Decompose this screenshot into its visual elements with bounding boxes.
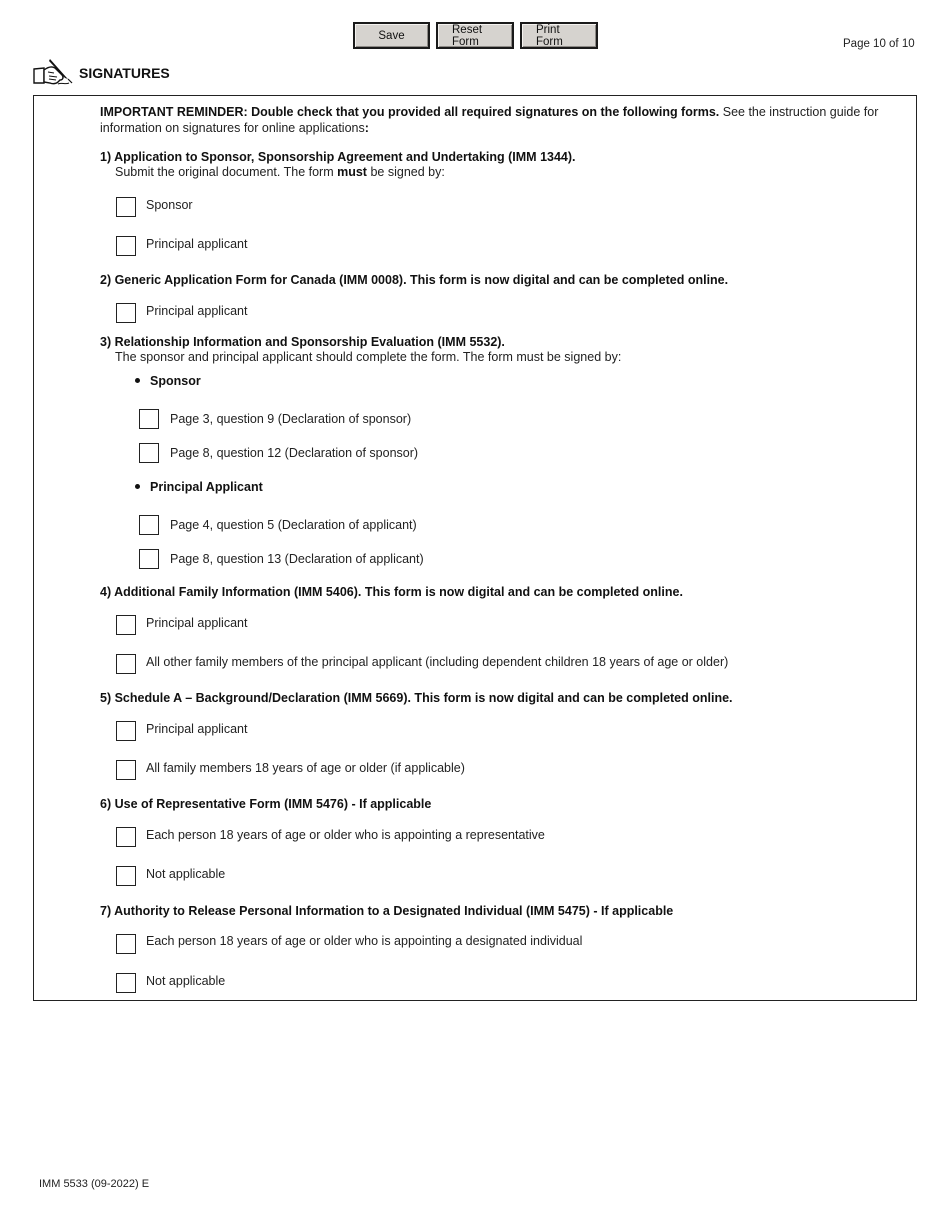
item-3-title: 3) Relationship Information and Sponsorship Evaluation (IMM 5532). xyxy=(100,335,505,349)
item-2-title: 2) Generic Application Form for Canada (IMM 0008). This form is now digital and can be completed online. xyxy=(100,273,729,287)
page8-q12-checkbox[interactable] xyxy=(139,443,159,463)
principal-applicant-checkbox[interactable] xyxy=(116,615,136,635)
item-7-option-label: Not applicable xyxy=(146,974,226,988)
all-family-members-checkbox[interactable] xyxy=(116,760,136,780)
item-3-option-label: Page 8, question 13 (Declaration of applicant) xyxy=(170,552,424,566)
item-6-option-label: Not applicable xyxy=(146,867,226,881)
item-1-note xyxy=(115,165,445,179)
appointing-representative-checkbox[interactable] xyxy=(116,827,136,847)
form-toolbar xyxy=(353,22,598,49)
principal-applicant-group-heading xyxy=(135,480,263,494)
section-header xyxy=(32,55,170,87)
item-5-option-label: All family members 18 years of age or older (if applicable) xyxy=(146,761,465,775)
sponsor-group-heading xyxy=(135,374,201,388)
item-1-note-bold: must xyxy=(337,165,367,179)
item-7-title: 7) Authority to Release Personal Information to a Designated Individual (IMM 5475) - If applicable xyxy=(100,904,674,918)
item-1-title: 1) Application to Sponsor, Sponsorship Agreement and Undertaking (IMM 1344). xyxy=(100,150,576,164)
item-1-option-label: Sponsor xyxy=(146,198,193,212)
section-title: SIGNATURES xyxy=(79,65,170,81)
signatures-checklist-panel xyxy=(33,95,917,1001)
page3-q9-checkbox[interactable] xyxy=(139,409,159,429)
other-family-members-checkbox[interactable] xyxy=(116,654,136,674)
signing-hand-icon xyxy=(32,55,74,87)
item-3-option-label: Page 3, question 9 (Declaration of sponsor) xyxy=(170,412,412,426)
sponsor-checkbox[interactable] xyxy=(116,197,136,217)
item-2-option-label: Principal applicant xyxy=(146,304,248,318)
item-3-note: The sponsor and principal applicant should complete the form. The form must be signed by: xyxy=(115,350,622,364)
principal-applicant-checkbox[interactable] xyxy=(116,721,136,741)
principal-applicant-group-label: Principal Applicant xyxy=(150,480,263,494)
not-applicable-checkbox[interactable] xyxy=(116,973,136,993)
reminder-bold-text: IMPORTANT REMINDER: Double check that you provided all required signatures on the following forms. xyxy=(100,105,720,119)
page4-q5-checkbox[interactable] xyxy=(139,515,159,535)
reset-form-button[interactable]: Reset Form xyxy=(436,22,514,49)
appointing-designated-individual-checkbox[interactable] xyxy=(116,934,136,954)
form-code-footer: IMM 5533 (09-2022) E xyxy=(39,1178,150,1190)
item-1-option-label: Principal applicant xyxy=(146,237,248,251)
principal-applicant-checkbox[interactable] xyxy=(116,303,136,323)
item-5-option-label: Principal applicant xyxy=(146,722,248,736)
reminder-text: See the instruction guide for information on signatures for online applications xyxy=(100,105,879,135)
item-1-note-post: be signed by: xyxy=(366,165,445,179)
bullet-icon xyxy=(135,484,140,489)
item-1-note-pre: Submit the original document. The form xyxy=(115,165,338,179)
sponsor-group-label: Sponsor xyxy=(150,374,201,388)
item-4-option-label: All other family members of the principal applicant (including dependent children 18 years of age or older) xyxy=(146,655,729,669)
reminder-colon: : xyxy=(364,120,369,135)
bullet-icon xyxy=(135,378,140,383)
item-6-option-label: Each person 18 years of age or older who is appointing a representative xyxy=(146,828,545,842)
item-7-option-label: Each person 18 years of age or older who is appointing a designated individual xyxy=(146,934,583,948)
not-applicable-checkbox[interactable] xyxy=(116,866,136,886)
page8-q13-checkbox[interactable] xyxy=(139,549,159,569)
important-reminder xyxy=(100,105,890,136)
page-number: Page 10 of 10 xyxy=(843,38,915,50)
item-4-title: 4) Additional Family Information (IMM 5406). This form is now digital and can be completed online. xyxy=(100,585,683,599)
save-button[interactable]: Save xyxy=(353,22,430,49)
item-6-title: 6) Use of Representative Form (IMM 5476) - If applicable xyxy=(100,797,432,811)
item-3-option-label: Page 4, question 5 (Declaration of applicant) xyxy=(170,518,417,532)
principal-applicant-checkbox[interactable] xyxy=(116,236,136,256)
item-4-option-label: Principal applicant xyxy=(146,616,248,630)
item-3-option-label: Page 8, question 12 (Declaration of sponsor) xyxy=(170,446,419,460)
item-5-title: 5) Schedule A – Background/Declaration (IMM 5669). This form is now digital and can be completed online. xyxy=(100,691,733,705)
print-form-button[interactable]: Print Form xyxy=(520,22,598,49)
